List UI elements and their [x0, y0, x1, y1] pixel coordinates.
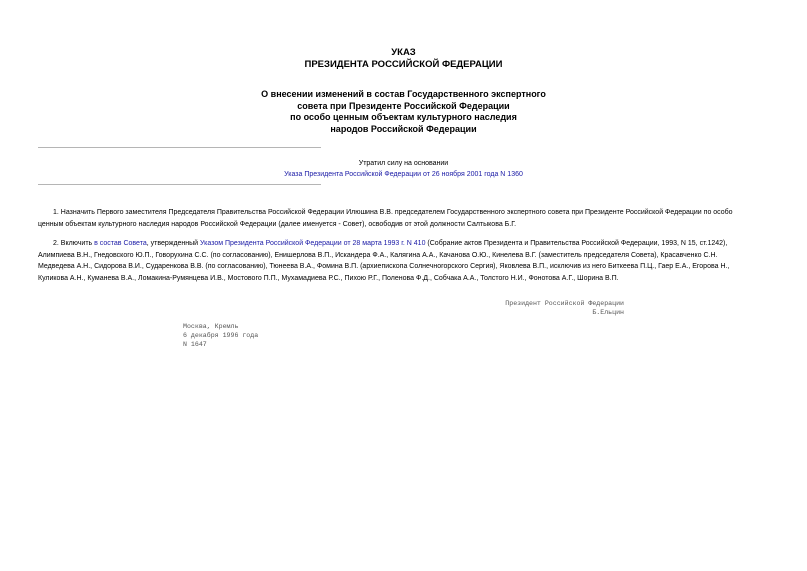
signature-name: Б.Ельцин — [592, 309, 624, 316]
paragraph-text: (Собрание актов Президента и Правительства Российской Федерации, 1993, N 15, ст.1242), — [425, 240, 728, 247]
paragraph-text: , утвержденный — [146, 240, 199, 247]
decree-410-link[interactable]: Указом Президента Российской Федерации от 28 марта 1993 г. N 410 — [200, 240, 426, 247]
paragraph-line: Куликова А.Н., Куманева В.А., Ломакина-Румянцева И.В., Мостового П.П., Мухамадиева Р.С., Пихою Р.Г., Поленова Ф.Д., Собчака А.А., Толстого Н.И., Фонотова А.Г., Шорина В.П. — [38, 274, 619, 282]
paragraph-text: 2. Включить — [53, 240, 93, 247]
signature-title: Президент Российской Федерации — [505, 300, 624, 307]
paragraph-2 — [38, 238, 769, 284]
subtitle-line: по особо ценным объектам культурного наследия — [290, 112, 517, 122]
repeal-notice-link-row — [0, 170, 807, 179]
paragraph-line: Алимпиева В.Н., Гнедовского Ю.П., Говорухина С.С. (по согласованию), Енишерлова В.П., Искандера Ф.А., Калягина А.А., Качанова О.Ю., Кинелева В.Г. (заместитель председателя Совета), Красавченко С.Н. — [38, 251, 718, 259]
divider-bottom — [38, 184, 321, 185]
signature-block — [505, 299, 624, 317]
place: Москва, Кремль — [183, 323, 239, 330]
council-composition-link[interactable]: в состав Совета — [94, 240, 147, 247]
date: 6 декабря 1996 года — [183, 332, 259, 339]
document-title: УКАЗ — [391, 47, 416, 58]
place-date-block — [183, 322, 258, 349]
divider-top — [38, 147, 321, 148]
decree-number: N 1647 — [183, 341, 207, 348]
subtitle-line: народов Российской Федерации — [330, 123, 477, 134]
paragraph-line — [38, 238, 769, 250]
document-issuer: ПРЕЗИДЕНТА РОССИЙСКОЙ ФЕДЕРАЦИИ — [304, 59, 503, 70]
repeal-decree-link[interactable]: Указа Президента Российской Федерации от 26 ноября 2001 года N 1360 — [284, 171, 523, 178]
paragraph-line: Медведева А.Н., Сидорова В.И., Сударенкова В.В. (по согласованию), Тюнеева В.А., Фомина В.П. (архиепископа Солнечногорского Сергия), Яковлева В.П., исключив из него Биткеева П.Ц., Гаер Е.А., Егорова Н., — [38, 263, 730, 271]
paragraph-1 — [38, 207, 769, 230]
paragraph-line: ценным объектам культурного наследия народов Российской Федерации (далее именуется - Совет), освободив от этой должности Салтыкова Б.Г. — [38, 220, 517, 228]
subtitle-line: совета при Президенте Российской Федерации — [297, 100, 510, 111]
repeal-notice: Утратил силу на основании — [358, 160, 449, 167]
document-subtitle — [0, 89, 807, 135]
subtitle-line: О внесении изменений в состав Государственного экспертного — [261, 89, 546, 99]
paragraph-line: 1. Назначить Первого заместителя Председателя Правительства Российской Федерации Илюшина В.В. председателем Государственного экспертного совета при Президенте Российской Федерации по особо — [53, 209, 733, 216]
